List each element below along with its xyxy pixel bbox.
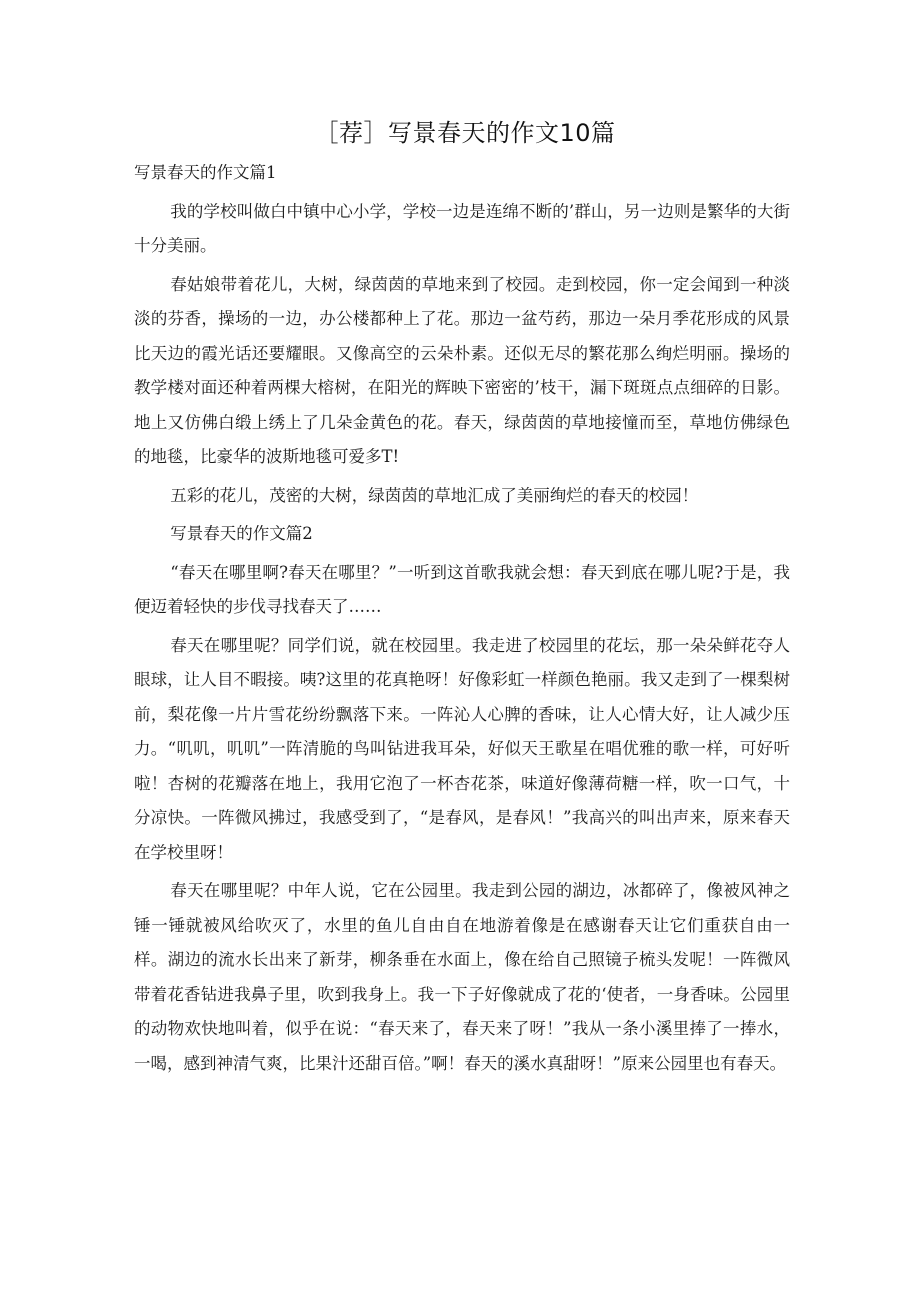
paragraph: 春天在哪里呢？同学们说，就在校园里。我走进了校园里的花坛，那一朵朵鲜花夺人眼球，让人目不暇接。咦?这里的花真艳呀！好像彩虹一样颜色艳丽。我又走到了一棵梨树前，梨花像一片片雪花纷纷飘落下来。一阵沁人心脾的香味，让人心情大好，让人减少压力。“叽叽，叽叽”一阵清脆的鸟叫钻进我耳朵，好似天王歌星在唱优雅的歌一样，可好听啦！杏树的花瓣落在地上，我用它泡了一杯杏花茶，味道好像薄荷糖一样，吹一口气，十分凉快。一阵微风拂过，我感受到了，“是春风，是春风！”我高兴的叫出声来，原来春天在学校里呀！ xyxy=(134,635,790,862)
paragraph: 我的学校叫做白中镇中心小学，学校一边是连绵不断的’群山，另一边则是繁华的大街十分美丽。 xyxy=(134,201,790,255)
paragraph: 五彩的花儿，茂密的大树，绿茵茵的草地汇成了美丽绚烂的春天的校园！ xyxy=(170,485,699,505)
document-body xyxy=(134,156,790,1081)
document-title: ［荐］写景春天的作文10篇 xyxy=(314,119,616,147)
paragraph: 春天在哪里呢？中年人说，它在公园里。我走到公园的湖边，冰都碎了，像被风神之锤一锤就被风给吹灭了，水里的鱼儿自由自在地游着像是在感谢春天让它们重获自由一样。湖边的流水长出来了新芽，柳条垂在水面上，像在给自己照镜子梳头发呢！一阵微风带着花香钻进我鼻子里，吹到我身上。我一下子好像就成了花的‘使者，一身香味。公园里的动物欢快地叫着，似乎在说：“春天来了，春天来了呀！”我从一条小溪里捧了一捧水，一喝，感到神清气爽，比果汁还甜百倍。”啊！春天的溪水真甜呀！”原来公园里也有春天。 xyxy=(134,881,790,1073)
paragraph: 春姑娘带着花儿，大树，绿茵茵的草地来到了校园。走到校园，你一定会闻到一种淡淡的芬香，操场的一边，办公楼都种上了花。那边一盆芍药，那边一朵月季花形成的风景比天边的霞光话还要耀眼。又像高空的云朵朴素。还似无尽的繁花那么绚烂明丽。操场的教学楼对面还种着两棵大榕树，在阳光的辉映下密密的’枝干，漏下斑斑点点细碎的日影。地上又仿佛白缎上绣上了几朵金黄色的花。春天，绿茵茵的草地接憧而至，草地仿佛绿色的地毯，比豪华的波斯地毯可爱多T! xyxy=(134,274,790,466)
section-heading-2: 写景春天的作文篇2 xyxy=(170,524,313,543)
paragraph: “春天在哪里啊?春天在哪里？”一听到这首歌我就会想：春天到底在哪儿呢?于是，我便迈着轻快的步伐寻找春天了…… xyxy=(134,562,790,616)
section-heading-1: 写景春天的作文篇1 xyxy=(134,163,277,182)
